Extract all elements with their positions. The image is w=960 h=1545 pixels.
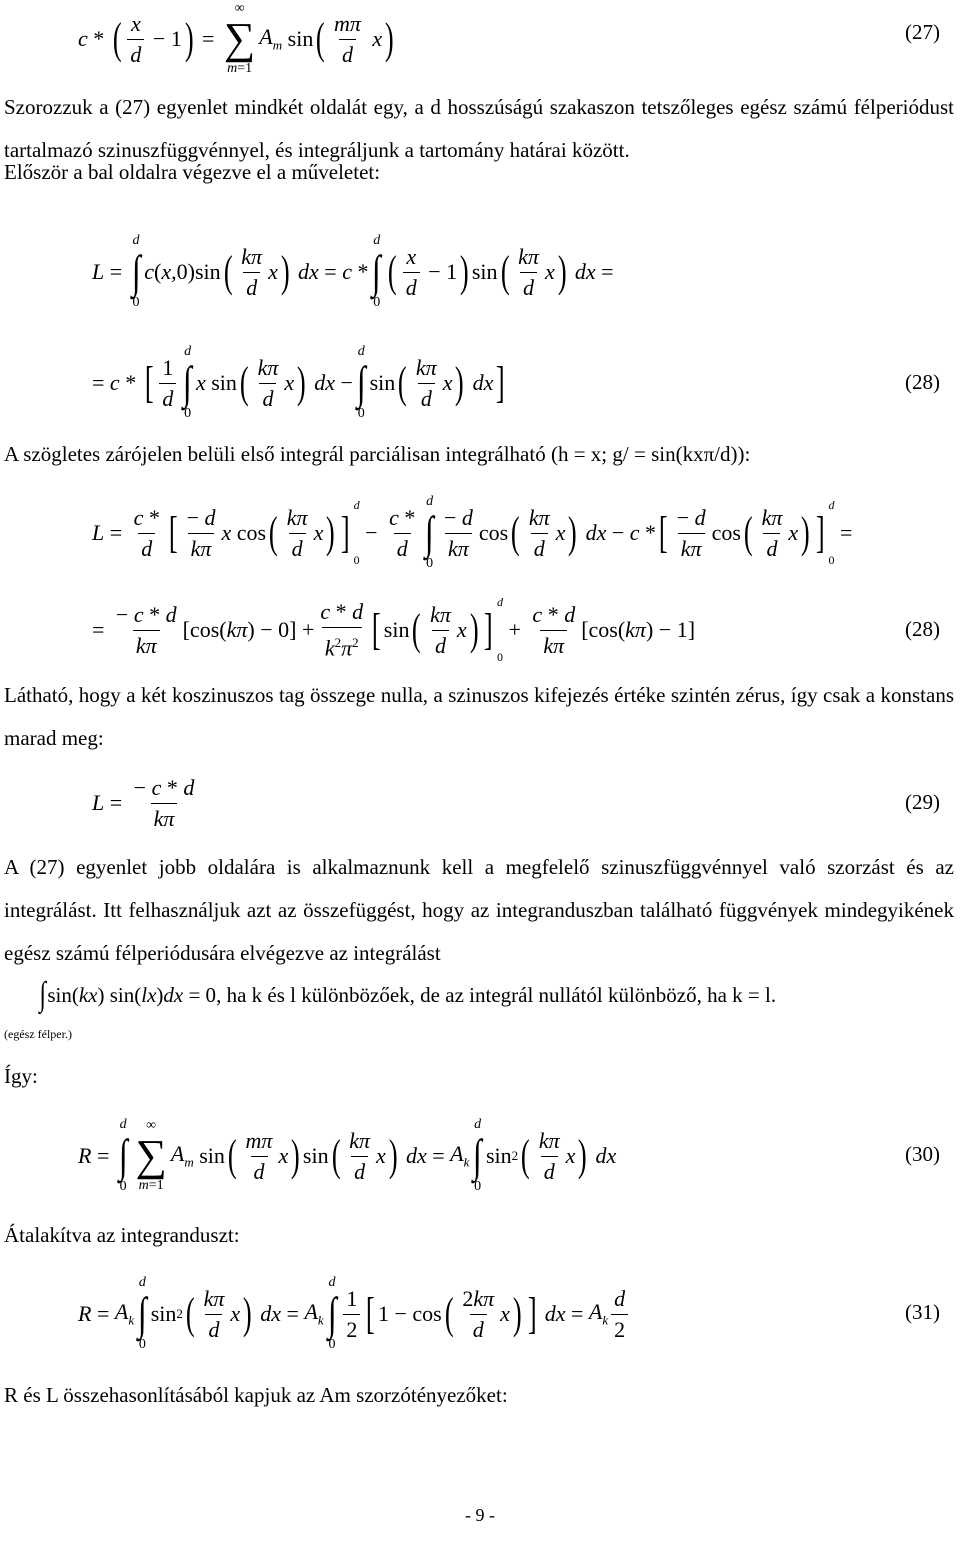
equation-number: (31) [905, 1300, 940, 1324]
equation-number: (29) [905, 790, 940, 814]
page-number: - 9 - [465, 1505, 495, 1525]
note-egesz-felper: (egész félper.) [4, 1027, 72, 1041]
paragraph-2: A szögletes zárójelen belüli első integrál parciálisan integrálható (h = x; g/ = sin(kxπ/d)): [4, 442, 751, 466]
equation-30: R = d ∫ 0 ∞ ∑ m=1 $A_m$ sin ( $\frac{m\pi}{d}$ x ) sin ( $\frac{k\pi}{d}$ x ) dx = $A_k$ d ∫ 0 sin 2 ( $\frac{k\pi}{d}$ x ) dx (30) [78, 1117, 940, 1194]
paragraph-3: Látható, hogy a két koszinuszos tag összege nulla, a szinuszos kifejezés értéke szintén zérus, így csak a konstans marad meg: [4, 683, 954, 750]
label-igy: Így: [4, 1064, 38, 1088]
label-atalakitva: Átalakítva az integranduszt: [4, 1223, 240, 1247]
orthogonality-text: , ha k és l különbözőek, de az integrál nullától különböző, ha k = l. [216, 982, 777, 1007]
equation-number: (30) [905, 1142, 940, 1166]
equation-partial-line2: = $\frac{- c * d}{k\pi}$ [cos( kπ ) − 0] + $\frac{c * d}{k^2\pi^2}$ [ sin ( $\frac{k\pi}{d}$ x ) ] d 0 + $\frac{c * d}{k\pi}$ [cos( kπ ) − 1] (28) [92, 595, 940, 664]
equation-partial-line1: L = $\frac{c *}{d}$ [ $\frac{- d}{k\pi}$ x cos ( $\frac{k\pi}{d}$ x ) ] d 0 − $\frac{c *}{d}$ d ∫ 0 $\frac{- d}{k\pi}$ cos ( $\frac{k\pi}{d}$ x ) dx − c * [ $\frac{- d}{k\pi}$ cos ( $\frac{k\pi}{d}$ x ) ] d 0 = [92, 494, 853, 571]
equation-28-line1: L = d ∫ 0 c ( x ,0)sin ( $\frac{k\pi}{d}$ x ) dx = c * d ∫ 0 ( $\frac{x}{d}$ − 1 ) sin ( $\frac{k\pi}{d}$ x ) dx = [92, 233, 614, 310]
equation-29: L = $\frac{- c * d}{k\pi}$ (29) [92, 774, 940, 831]
paragraph-1b: Először a bal oldalra végezve el a műveletet: [4, 160, 381, 184]
orthogonality-line: ∫ sin( kx ) sin( lx ) dx = 0 , ha k és l különbözőek, de az integrál nullától különböző, ha k = l. [39, 976, 777, 1013]
equation-number: (28) [905, 370, 940, 394]
paragraph-last: R és L összehasonlításából kapjuk az Am szorzótényezőket: [4, 1383, 508, 1407]
equation-31: R = $A_k$ d ∫ 0 sin 2 ( $\frac{k\pi}{d}$ x ) dx = $A_k$ d ∫ 0 $\frac{1}{2}$ [ 1 − cos ( $\frac{2k\pi}{d}$ x ) ] dx = $A_k$ $\frac{d}{2}$ (31) [78, 1275, 940, 1352]
paragraph-1: Szorozzuk a (27) egyenlet mindkét oldalát egy, a d hosszúságú szakaszon tetszőleges egész számú félperiódust tartalmazó szinuszfüggvénnyel, és integráljunk a tartomány határai között. [4, 95, 954, 162]
paragraph-4: A (27) egyenlet jobb oldalára is alkalmaznunk kell a megfelelő szinuszfüggvénnyel való szorzást és az integrálást. Itt felhasználjuk azt az összefüggést, hogy az integranduszban található függvények mindegyikének egész számú félperiódusára elvégezve az integrálást [4, 855, 954, 965]
equation-number: (28) [905, 617, 940, 641]
equation-27: c * ( $\frac{x}{d}$ − 1 ) = ∞ ∑ m=1 $A_m$ sin ( $\frac{m\pi}{d}$ x ) (27) [78, 1, 940, 76]
equation-28-line2: = c * [ $\frac{1}{d}$ d ∫ 0 x sin ( $\frac{k\pi}{d}$ x ) dx − d ∫ 0 sin ( $\frac{k\pi}{d}$ x ) dx ] (28) [92, 344, 940, 421]
equation-number: (27) [905, 20, 940, 44]
